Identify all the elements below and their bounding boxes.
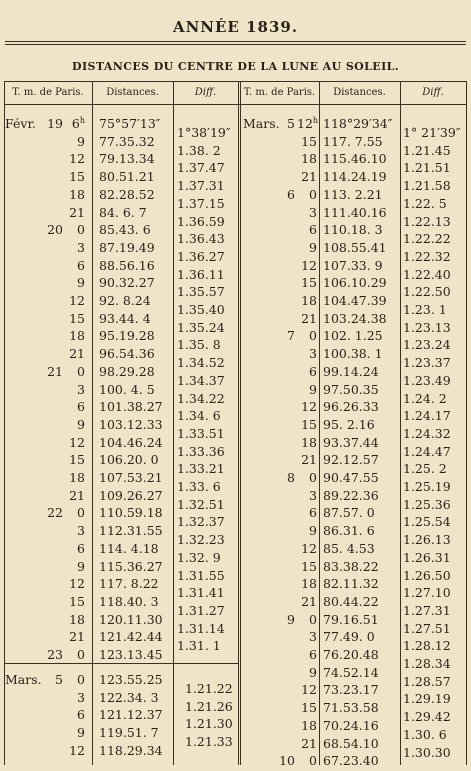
difference-value: 1.26.31 (403, 549, 451, 565)
hour-number: 21 (69, 629, 85, 645)
distance-value: 118.40. 3 (99, 593, 159, 609)
hour-number: 12 (301, 399, 317, 415)
table-row (3, 382, 468, 400)
difference-value: 1.22.22 (403, 231, 451, 247)
hour-number: 12 (69, 576, 85, 592)
distance-value: 96.54.36 (99, 346, 155, 362)
difference-value: 1.21.51 (403, 160, 451, 176)
hour-number: 15 (69, 169, 85, 185)
table-row (3, 399, 468, 417)
table-row (3, 523, 468, 541)
table-row (3, 346, 468, 364)
table-row (3, 736, 468, 754)
difference-value: 1.37.15 (177, 195, 225, 211)
distance-value: 115.46.10 (323, 151, 387, 167)
distance-value: 109.26.27 (99, 487, 163, 503)
table-row (3, 328, 468, 346)
hour-number: 9 (309, 523, 317, 539)
distance-value: 99.14.24 (323, 363, 379, 379)
hour-number: 0 (77, 672, 85, 687)
hour-number: 21 (69, 346, 85, 362)
difference-value: 1.22.13 (403, 213, 451, 229)
hour-number: 0 (77, 647, 85, 662)
difference-value: 1.28.12 (403, 638, 451, 654)
difference-value: 1.29.42 (403, 709, 451, 725)
difference-value: 1.32.37 (177, 514, 225, 530)
difference-value: 1.25. 2 (403, 461, 447, 477)
distance-value: 110.59.18 (99, 505, 163, 521)
table-row (3, 541, 468, 559)
distance-value: 77.35.32 (99, 133, 155, 149)
hour-number: 18 (69, 186, 85, 202)
hour-number: 6 (77, 399, 85, 415)
difference-value: 1.26.13 (403, 532, 451, 548)
hour-number: 6 (77, 707, 85, 723)
difference-value: 1.33.21 (177, 461, 225, 477)
difference-value: 1.22.50 (403, 284, 451, 300)
distance-value: 118°29′34″ (323, 116, 393, 131)
distance-value: 90.32.27 (99, 275, 155, 291)
day-number: 10 (279, 753, 295, 769)
distance-value: 114. 4.18 (99, 540, 159, 556)
hour-number: 6$^h$ (71, 116, 85, 132)
distance-value: 77.49. 0 (323, 629, 375, 645)
hour-number: 15 (301, 133, 317, 149)
table-row (3, 134, 468, 152)
distance-value: 98.29.28 (99, 363, 155, 379)
table-row (3, 488, 468, 506)
hour-number: 15 (301, 558, 317, 574)
hour-number: 15 (69, 452, 85, 468)
distance-value: 93.44. 4 (99, 310, 151, 326)
difference-value: 1.24.17 (403, 408, 451, 424)
distance-value: 122.34. 3 (99, 689, 159, 705)
table-row (3, 594, 468, 612)
difference-value: 1.36.11 (177, 266, 225, 282)
hour-number: 6 (309, 505, 317, 521)
hour-number: 6 (77, 257, 85, 273)
hour-number: 0 (309, 328, 317, 344)
day-number: 9 (287, 611, 295, 627)
header-bottom-rule (5, 104, 466, 105)
hour-number: 21 (301, 735, 317, 751)
distance-value: 84. 6. 7 (99, 204, 147, 220)
day-number: 5 (287, 116, 295, 131)
difference-value: 1.38. 2 (177, 142, 221, 158)
distance-value: 86.31. 6 (323, 523, 375, 539)
distance-value: 76.20.48 (323, 647, 379, 662)
hour-number: 6 (309, 363, 317, 379)
page-year-title: ANNÉE 1839. (172, 18, 299, 36)
distance-value: 112.31.55 (99, 523, 163, 539)
table-row (3, 452, 468, 470)
hour-number: 0 (309, 186, 317, 202)
difference-value: 1.27.10 (403, 585, 451, 601)
distance-value: 80.44.22 (323, 593, 379, 609)
distance-value: 117. 7.55 (323, 133, 383, 149)
table-row (3, 240, 468, 258)
distance-value: 108.55.41 (323, 239, 387, 255)
distance-value: 82.11.32 (323, 576, 379, 592)
distance-value: 95. 2.16 (323, 416, 375, 432)
difference-value: 1.34. 6 (177, 408, 221, 424)
distance-value: 90.47.55 (323, 470, 379, 485)
distance-value: 110.18. 3 (323, 222, 383, 238)
hour-number: 15 (301, 416, 317, 432)
difference-value: 1.21.58 (403, 178, 451, 194)
difference-value: 1.25.54 (403, 514, 451, 530)
hour-number: 18 (301, 576, 317, 592)
difference-value: 1.31.55 (177, 567, 225, 583)
distance-value: 95.19.28 (99, 328, 155, 344)
distance-value: 100.38. 1 (323, 346, 383, 362)
difference-value: 1.24. 2 (403, 390, 447, 406)
difference-value: 1.33. 6 (177, 479, 221, 494)
distance-value: 103.12.33 (99, 416, 163, 432)
table-row (3, 682, 468, 700)
distance-value: 73.23.17 (323, 682, 379, 698)
difference-value: 1.36.27 (177, 248, 225, 264)
difference-value: 1.25.19 (403, 479, 451, 494)
almanac-page (3, 0, 468, 769)
distance-value: 104.47.39 (323, 293, 387, 308)
hour-number: 12 (301, 257, 317, 273)
difference-value: 1.34.22 (177, 390, 225, 406)
difference-value: 1.30.30 (403, 744, 451, 760)
distance-value: 123.13.45 (99, 647, 163, 662)
hour-number: 15 (69, 310, 85, 326)
difference-value: 1.22.40 (403, 266, 451, 282)
distance-value: 80.51.21 (99, 169, 155, 185)
table-row (3, 559, 468, 577)
distance-value: 67.23.40 (323, 753, 379, 769)
table-row (3, 258, 468, 276)
hour-number: 9 (309, 239, 317, 255)
difference-value: 1.21.26 (185, 698, 233, 714)
difference-value: 1.23.37 (403, 355, 451, 371)
difference-value: 1.31. 1 (177, 638, 221, 654)
distance-value: 103.24.38 (323, 310, 387, 326)
distance-value: 83.38.22 (323, 558, 379, 574)
distance-value: 87.57. 0 (323, 505, 375, 521)
difference-value: 1.21.22 (185, 681, 233, 696)
hour-number: 18 (301, 717, 317, 733)
distance-value: 71.53.58 (323, 700, 379, 716)
difference-value: 1.23.13 (403, 319, 451, 335)
hour-number: 18 (301, 151, 317, 167)
day-number: 8 (287, 470, 295, 485)
hour-number: 12 (69, 434, 85, 450)
difference-value: 1.21.45 (403, 142, 451, 158)
table-row (3, 311, 468, 329)
day-number: 22 (47, 505, 63, 521)
distance-value: 75°57′13″ (99, 116, 161, 131)
difference-value: 1.31.27 (177, 602, 225, 618)
hour-number: 6 (77, 540, 85, 556)
table-row (3, 647, 468, 665)
distance-value: 106.10.29 (323, 275, 387, 291)
distance-value: 85.43. 6 (99, 222, 151, 238)
table-row (3, 222, 468, 240)
distance-value: 121.12.37 (99, 707, 163, 723)
difference-value: 1.22. 5 (403, 195, 447, 211)
difference-value: 1.28.57 (403, 673, 451, 689)
difference-value: 1.31.41 (177, 585, 225, 601)
distance-value: 89.22.36 (323, 487, 379, 503)
difference-value: 1.23.24 (403, 337, 451, 353)
difference-value: 1.24.32 (403, 425, 451, 441)
distance-value: 104.46.24 (99, 434, 163, 450)
table-row (3, 665, 468, 683)
hour-number: 9 (77, 275, 85, 291)
table-row (3, 576, 468, 594)
table-row (3, 187, 468, 205)
table-row (3, 417, 468, 435)
month-label: Mars. (243, 116, 280, 131)
left-distance-header: Distances. (106, 87, 159, 98)
difference-value: 1.34.37 (177, 372, 225, 388)
table-row (3, 293, 468, 311)
hour-number: 3 (309, 204, 317, 220)
hour-number: 0 (77, 363, 85, 379)
difference-value: 1.35.24 (177, 319, 225, 335)
hour-number: 9 (77, 725, 85, 741)
difference-value: 1.32.23 (177, 532, 225, 548)
hour-number: 21 (301, 169, 317, 185)
difference-value: 1.30. 6 (403, 726, 447, 742)
right-distance-header: Distances. (333, 87, 386, 98)
left-time-header: T. m. de Paris. (12, 87, 84, 98)
hour-number: 15 (69, 593, 85, 609)
distance-value: 70.24.16 (323, 717, 379, 733)
hour-number: 3 (77, 381, 85, 397)
hour-number: 15 (301, 700, 317, 716)
distance-value: 115.36.27 (99, 558, 163, 574)
hour-number: 6 (309, 222, 317, 238)
hour-number: 0 (77, 222, 85, 238)
hour-number: 9 (309, 381, 317, 397)
difference-value: 1.36.43 (177, 231, 225, 247)
distance-value: 113. 2.21 (323, 186, 383, 202)
hour-number: 0 (77, 505, 85, 521)
distance-value: 68.54.10 (323, 735, 379, 751)
distance-value: 96.26.33 (323, 399, 379, 415)
distance-value: 92. 8.24 (99, 293, 151, 308)
table-row (3, 612, 468, 630)
difference-value: 1.32.51 (177, 496, 225, 512)
distance-value: 82.28.52 (99, 186, 155, 202)
day-number: 7 (287, 328, 295, 344)
table-row (3, 753, 468, 771)
difference-value: 1.29.19 (403, 691, 451, 707)
hour-number: 21 (301, 310, 317, 326)
difference-value: 1.21.30 (185, 716, 233, 732)
distance-value: 85. 4.53 (323, 540, 375, 556)
distance-value: 100. 4. 5 (99, 381, 155, 397)
day-number: 21 (47, 363, 63, 379)
hour-number: 12 (301, 540, 317, 556)
hour-number: 3 (77, 239, 85, 255)
difference-value: 1.21.33 (185, 734, 233, 750)
right-diff-header: Diff. (422, 87, 444, 98)
hour-number: 9 (77, 416, 85, 432)
table-row (3, 629, 468, 647)
distance-value: 120.11.30 (99, 611, 163, 627)
distance-value: 121.42.44 (99, 629, 163, 645)
hour-number: 18 (69, 328, 85, 344)
distance-value: 106.20. 0 (99, 452, 159, 468)
hour-number: 9 (77, 558, 85, 574)
hour-number: 3 (77, 689, 85, 705)
distance-value: 117. 8.22 (99, 576, 159, 592)
difference-value: 1.22.32 (403, 248, 451, 264)
hour-number: 12 (301, 682, 317, 698)
day-number: 6 (287, 186, 295, 202)
hour-number: 6 (309, 647, 317, 662)
distance-value: 114.24.19 (323, 169, 387, 185)
hour-number: 3 (309, 629, 317, 645)
header-top-rule (5, 81, 466, 82)
day-number: 19 (47, 116, 63, 131)
difference-value: 1.37.47 (177, 160, 225, 176)
hour-number: 3 (309, 346, 317, 362)
table-row (3, 169, 468, 187)
difference-value: 1.25.36 (403, 496, 451, 512)
difference-value: 1.32. 9 (177, 549, 221, 565)
table-row (3, 364, 468, 382)
hour-number: 18 (69, 611, 85, 627)
month-label: Févr. (5, 116, 37, 131)
difference-value: 1.23.49 (403, 372, 451, 388)
hour-unit: h (79, 116, 85, 125)
hour-number: 3 (309, 487, 317, 503)
difference-value: 1°38′19″ (177, 125, 231, 140)
distance-value: 79.16.51 (323, 611, 379, 627)
hour-number: 21 (301, 593, 317, 609)
hour-number: 18 (301, 434, 317, 450)
hour-unit: h (312, 116, 319, 125)
distance-value: 92.12.57 (323, 452, 379, 468)
difference-value: 1.24.47 (403, 443, 451, 459)
day-number: 5 (55, 672, 63, 687)
distance-value: 101.38.27 (99, 399, 163, 415)
right-time-header: T. m. de Paris. (243, 87, 316, 98)
distance-value: 88.56.16 (99, 257, 155, 273)
distance-value: 93.37.44 (323, 434, 379, 450)
distance-value: 107.53.21 (99, 470, 163, 485)
difference-value: 1.33.51 (177, 425, 225, 441)
top-rule (5, 41, 466, 42)
month-label: Mars. (5, 672, 42, 687)
difference-value: 1.26.50 (403, 567, 451, 583)
distance-value: 118.29.34 (99, 742, 163, 758)
difference-value: 1.33.36 (177, 443, 225, 459)
table-title: DISTANCES DU CENTRE DE LA LUNE AU SOLEIL. (72, 60, 399, 73)
difference-value: 1.36.59 (177, 213, 225, 229)
hour-number: 0 (309, 470, 317, 485)
day-number: 23 (47, 647, 63, 662)
difference-value: 1.34.52 (177, 355, 225, 371)
difference-value: 1.27.31 (403, 602, 451, 618)
difference-value: 1.31.14 (177, 620, 225, 636)
distance-value: 123.55.25 (99, 672, 163, 687)
hour-number: 9 (309, 664, 317, 680)
table-row (3, 275, 468, 293)
hour-number: 21 (69, 487, 85, 503)
hour-number: 12 (69, 151, 85, 167)
difference-value: 1.35. 8 (177, 337, 221, 353)
hour-number: 12$^h$ (297, 116, 319, 132)
table-row (3, 116, 468, 134)
distance-value: 79.13.34 (99, 151, 155, 167)
table-row (3, 435, 468, 453)
hour-number: 12 (69, 293, 85, 308)
distance-value: 87.19.49 (99, 239, 155, 255)
hour-number: 3 (77, 523, 85, 539)
table-row (3, 205, 468, 223)
left-diff-header: Diff. (194, 87, 217, 98)
table-row (3, 470, 468, 488)
hour-number: 18 (69, 470, 85, 485)
hour-number: 21 (301, 452, 317, 468)
difference-value: 1.23. 1 (403, 302, 447, 317)
hour-number: 21 (69, 204, 85, 220)
difference-value: 1.35.40 (177, 302, 225, 317)
top-rule-double (5, 44, 466, 45)
table-row (3, 718, 468, 736)
hour-number: 0 (309, 611, 317, 627)
difference-value: 1° 21′39″ (403, 125, 461, 140)
hour-number: 15 (301, 275, 317, 291)
difference-value: 1.27.51 (403, 620, 451, 636)
difference-value: 1.37.31 (177, 178, 225, 194)
distance-value: 102. 1.25 (323, 328, 383, 344)
distance-value: 119.51. 7 (99, 725, 159, 741)
hour-number: 18 (301, 293, 317, 308)
distance-value: 107.33. 9 (323, 257, 383, 273)
table-row (3, 505, 468, 523)
hour-number: 0 (309, 753, 317, 769)
hour-number: 9 (77, 133, 85, 149)
distance-value: 111.40.16 (323, 204, 387, 220)
table-row (3, 151, 468, 169)
hour-number: 12 (69, 742, 85, 758)
difference-value: 1.28.34 (403, 656, 451, 671)
distance-value: 97.50.35 (323, 381, 379, 397)
distance-value: 74.52.14 (323, 664, 379, 680)
difference-value: 1.35.57 (177, 284, 225, 300)
day-number: 20 (47, 222, 63, 238)
table-row (3, 700, 468, 718)
